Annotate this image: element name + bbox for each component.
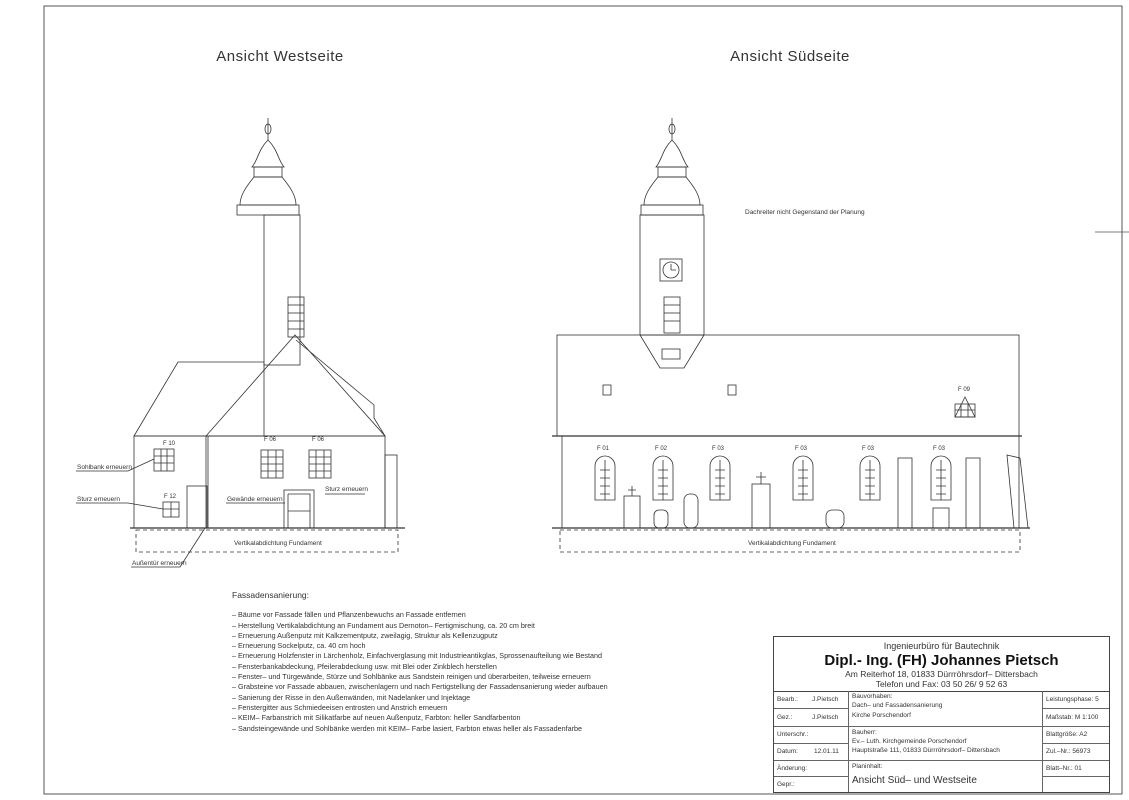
south-tower-dome bbox=[644, 177, 700, 205]
list-item: – Sandsteingewände und Sohlbänke werden mit KEIM– Farbe lasiert, Farbton etwas heller als Fassadenfarbe bbox=[232, 724, 672, 734]
title-block bbox=[773, 636, 1110, 793]
roof-hatch bbox=[603, 385, 611, 395]
project-label: Bauvorhaben: bbox=[852, 693, 893, 700]
aenderung-label: Änderung: bbox=[777, 765, 807, 772]
south-window-label: F 01 bbox=[597, 446, 610, 452]
list-item: – Erneuerung Außenputz mit Kalkzementputz, zweilagig, Struktur als Kellenzugputz bbox=[232, 631, 672, 641]
bearb-value: J.Pietsch bbox=[812, 696, 839, 703]
west-window-label: F 06 bbox=[264, 437, 277, 443]
datum-label: Datum: bbox=[777, 748, 798, 755]
annotation-jamb: Gewände erneuern bbox=[227, 496, 283, 503]
dormer-f09 bbox=[955, 397, 975, 417]
south-elevation bbox=[552, 118, 1030, 552]
office-name: Ingenieurbüro für Bautechnik bbox=[883, 641, 1000, 651]
tower-lantern bbox=[254, 167, 282, 177]
west-outer-door bbox=[187, 486, 207, 528]
annotation-outer-door: Außentür erneuern bbox=[132, 560, 187, 567]
client-line1: Ev.– Luth. Kirchgemeinde Porschendorf bbox=[852, 738, 967, 745]
nave-roof bbox=[557, 335, 1019, 436]
list-item: – Fensterbankabdeckung, Pfeilerabdeckung usw. mit Blei oder Zinkblech herstellen bbox=[232, 662, 672, 672]
client-line2: Hauptstraße 111, 01833 Dürrröhrsdorf– Dittersbach bbox=[852, 747, 1000, 754]
aisle-roof bbox=[134, 362, 264, 436]
tower-cornice bbox=[237, 205, 299, 215]
gepr-label: Gepr.: bbox=[777, 781, 795, 788]
tower-dome bbox=[240, 177, 296, 205]
list-item: – Fenster– und Türgewände, Stürze und Sohlbänke aus Sandstein reinigen und überarbeiten, teilweise erneuern bbox=[232, 672, 672, 682]
west-window-f10 bbox=[154, 449, 174, 471]
plan-label: Planinhalt: bbox=[852, 763, 883, 770]
south-window-label: F 03 bbox=[795, 446, 808, 452]
project-line1: Dach– und Fassadensanierung bbox=[852, 702, 943, 709]
west-window-label: F 10 bbox=[163, 441, 176, 447]
roof-note: Dachreiter nicht Gegenstand der Planung bbox=[745, 209, 865, 216]
south-window-label: F 03 bbox=[862, 446, 875, 452]
gez-value: J.Pietsch bbox=[812, 714, 839, 721]
scale: Maßstab: M 1:100 bbox=[1046, 714, 1099, 721]
datum-value: 12.01.11 bbox=[814, 748, 839, 755]
unterschr-label: Unterschr.: bbox=[777, 731, 809, 738]
south-tower-louver bbox=[664, 297, 680, 333]
sheet-size: Blattgröße: A2 bbox=[1046, 731, 1088, 738]
list-item: – Erneuerung Holzfenster in Lärchenholz, Einfachverglasung mit Industrieantikglas, Sprossenaufteilung wie Bestand bbox=[232, 651, 672, 661]
annotation-sill: Sohlbank erneuern bbox=[77, 464, 132, 471]
renovation-notes bbox=[232, 590, 672, 734]
west-window-label: F 12 bbox=[164, 494, 177, 500]
west-annotations bbox=[77, 464, 368, 567]
south-view-title: Ansicht Südseite bbox=[730, 48, 850, 65]
west-window-label: F 06 bbox=[312, 437, 325, 443]
bearb-label: Bearb.: bbox=[777, 696, 798, 703]
gez-label: Gez.: bbox=[777, 714, 793, 721]
sheet-number: Blatt–Nr.: 01 bbox=[1046, 765, 1082, 772]
tower-cap bbox=[252, 140, 284, 167]
list-item: – Erneuerung Sockelputz, ca. 40 cm hoch bbox=[232, 641, 672, 651]
phase: Leistungsphase: 5 bbox=[1046, 696, 1099, 703]
annotation-waterproofing: Vertikalabdichtung Fundament bbox=[234, 540, 322, 547]
south-window-label: F 02 bbox=[655, 446, 668, 452]
office-phone: Telefon und Fax: 03 50 26/ 9 52 63 bbox=[875, 679, 1008, 689]
south-window-label: F 03 bbox=[933, 446, 946, 452]
buttress-right bbox=[385, 455, 397, 528]
engineer-name: Dipl.- Ing. (FH) Johannes Pietsch bbox=[824, 652, 1059, 669]
list-item: – Fenstergitter aus Schmiedeeisen entrosten und Anstrich erneuern bbox=[232, 703, 672, 713]
gravestones bbox=[624, 455, 1028, 528]
annotation-lintel-left: Sturz erneuern bbox=[77, 496, 120, 503]
office-address: Am Reiterhof 18, 01833 Dürrröhrsdorf– Dittersbach bbox=[845, 669, 1038, 679]
client-label: Bauherr: bbox=[852, 729, 877, 736]
south-waterproofing: Vertikalabdichtung Fundament bbox=[748, 540, 836, 547]
list-item: – Sanierung der Risse in den Außenwänden, mit Nadelanker und Injektage bbox=[232, 693, 672, 703]
list-item: – Grabsteine vor Fassade abbauen, zwischenlagern und nach Fertigstellung der Fassadensanierung wieder aufbauen bbox=[232, 682, 672, 692]
south-tower-cap bbox=[656, 140, 688, 167]
south-window-label: F 03 bbox=[712, 446, 725, 452]
notes-heading: Fassadensanierung: bbox=[232, 590, 310, 600]
west-view-title: Ansicht Westseite bbox=[216, 48, 344, 65]
tower-shaft bbox=[264, 215, 300, 365]
plan-title: Ansicht Süd– und Westseite bbox=[852, 775, 977, 786]
tower-louver bbox=[288, 297, 304, 337]
nave-wall bbox=[562, 436, 1019, 528]
arched-windows bbox=[595, 456, 951, 500]
annotation-lintel-right: Sturz erneuern bbox=[325, 486, 368, 493]
list-item: – Herstellung Vertikalabdichtung an Fundament aus Dernoton– Fertigmischung, ca. 20 cm breit bbox=[232, 621, 672, 631]
main-wall bbox=[206, 436, 385, 528]
title-block-grid bbox=[774, 691, 1109, 792]
notes-list bbox=[232, 610, 672, 734]
west-main-door bbox=[284, 490, 314, 528]
roof-hatch bbox=[728, 385, 736, 395]
title-block-header bbox=[774, 637, 1109, 692]
list-item: – KEIM– Farbanstrich mit Silikatfarbe auf neuen Außenputz, Farbton: heller Sandfarbenton bbox=[232, 713, 672, 723]
permit-number: Zul.–Nr.: 56973 bbox=[1046, 748, 1091, 755]
south-window-label: F 09 bbox=[958, 387, 971, 393]
list-item: – Bäume vor Fassade fällen und Pflanzenbewuchs an Fassade entfernen bbox=[232, 610, 672, 620]
project-line2: Kirche Porschendorf bbox=[852, 712, 911, 719]
main-gable bbox=[206, 335, 385, 436]
south-tower-shaft bbox=[640, 215, 704, 335]
south-window-labels bbox=[597, 387, 971, 452]
